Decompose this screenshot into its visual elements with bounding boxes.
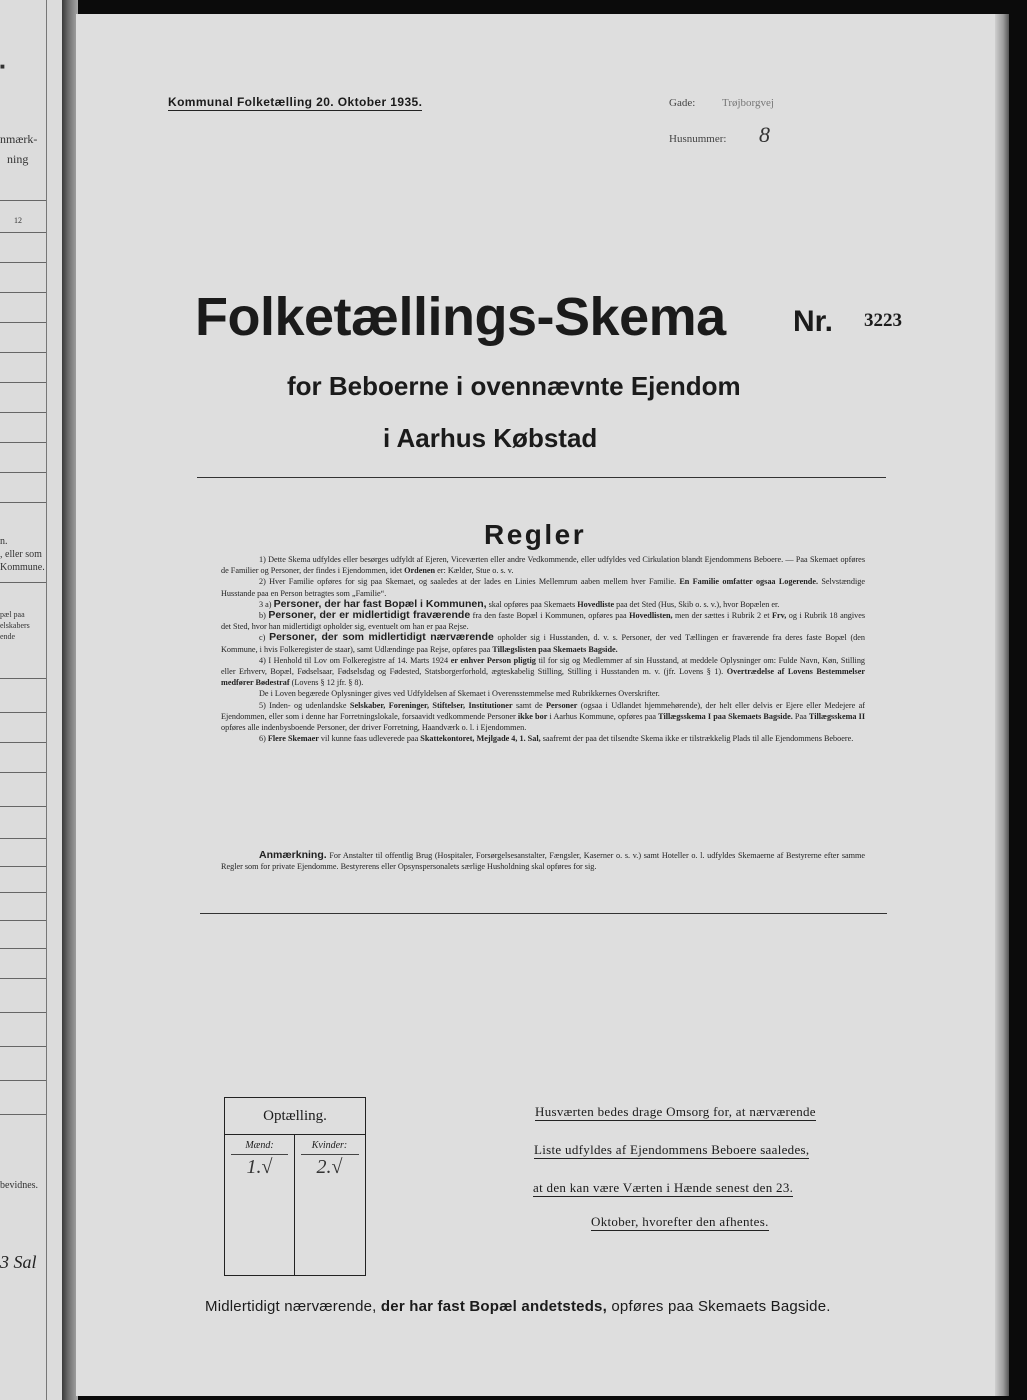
left-page-column-line xyxy=(46,0,47,1400)
left-page-rule xyxy=(0,382,46,383)
left-page-rule xyxy=(0,262,46,263)
left-page-fragment xyxy=(0,0,62,1400)
left-page-text: 12 xyxy=(14,216,22,225)
women-label: Kvinder: xyxy=(311,1140,348,1151)
rule-3a: 3 a) Personer, der har fast Bopæl i Kommunen, skal opføres paa Skemaets Hovedliste paa det Sted (Hus, Skib o. s. v.), hvor Bopælen er. xyxy=(259,597,780,610)
instruction-line: Liste udfyldes af Ejendommens Beboere saaledes, xyxy=(534,1142,810,1157)
men-count: 1.√ xyxy=(246,1156,273,1178)
left-page-rule xyxy=(0,292,46,293)
left-page-rule xyxy=(0,866,46,867)
left-page-rule xyxy=(0,1080,46,1081)
left-page-rule xyxy=(0,920,46,921)
instruction-line: at den kan være Værten i Hænde senest den 23. xyxy=(533,1180,794,1195)
rule-2: 2) Hver Familie opføres for sig paa Skemaet, og saaledes at der lades en Linies Mellemrum aaben mellem hver Familie. En Familie omfatter ogsaa Logerende. Selvstændige Husstande paa en Person betragtes som „Familie“. xyxy=(221,577,865,598)
left-page-rule xyxy=(0,412,46,413)
form-number-value: 3223 xyxy=(864,310,902,331)
left-page-rule xyxy=(0,678,46,679)
gade-label: Gade: xyxy=(669,97,696,109)
left-page-rule xyxy=(0,502,46,503)
instruction-line: Husværten bedes drage Omsorg for, at nærværende xyxy=(535,1104,816,1119)
left-page-text: n. xyxy=(0,536,8,547)
left-page-text: pæl paa xyxy=(0,610,25,619)
rule-4-extra: De i Loven begærede Oplysninger gives ved Udfyldelsen af Skemaet i Overensstemmelse med Rubrikkernes Overskrifter. xyxy=(259,689,660,699)
note-rule xyxy=(200,913,887,914)
left-page-mark: ■ xyxy=(0,62,5,71)
left-page-text: ende xyxy=(0,632,16,641)
husnummer-value: 8 xyxy=(759,122,770,147)
left-page-rule xyxy=(0,978,46,979)
footer-note: Midlertidigt nærværende, der har fast Bopæl andetsteds, opføres paa Skemaets Bagside. xyxy=(205,1298,831,1315)
left-page-rule xyxy=(0,948,46,949)
left-page-rule xyxy=(0,200,46,201)
instruction-line: Oktober, hvorefter den afhentes. xyxy=(591,1214,769,1229)
form-title: Folketællings-Skema xyxy=(195,287,726,347)
left-page-rule xyxy=(0,1046,46,1047)
page-edge xyxy=(995,14,1009,1396)
husnummer-label: Husnummer: xyxy=(669,133,727,145)
note-paragraph: Anmærkning. For Anstalter til offentlig Brug (Hospitaler, Forsørgelsesanstalter, Fængsler, Kaserner o. s. v.) samt Hoteller o. l. udfyldes Skemaerne af Bestyrerne efter samme Regler som for private Ejendomme. Bestyrerens eller Opsynspersonalets særlige Husholdning skal opføres for sig. xyxy=(221,849,866,872)
census-header: Kommunal Folketælling 20. Oktober 1935. xyxy=(168,95,423,109)
left-page-rule xyxy=(0,352,46,353)
left-page-text: ning xyxy=(7,152,29,166)
left-page-handwriting: 3 Sal xyxy=(0,1252,37,1272)
gade-value: Trøjborgvej xyxy=(722,97,774,109)
rule-6: 6) Flere Skemaer vil kunne faas udleverede paa Skattekontoret, Mejlgade 4, 1. Sal, saafremt der paa det tilsendte Skema ikke er tilstrækkelig Plads til alle Ejendommens Beboere. xyxy=(259,734,854,744)
left-page-rule xyxy=(0,838,46,839)
rule-5: 5) Inden- og udenlandske Selskaber, Foreninger, Stiftelser, Institutioner samt de Personer (ogsaa i Udlandet hjemmehørende), der helt eller delvis er Ejere eller Medejere af Ejendommen, eller som i denne har Forretningslokale, forsaavidt vedkommende Personer ikke bor i Aarhus Kommune, opføres paa Tillægsskema I paa Skemaets Bagside. Paa Tillægsskema II opføres alle indenbysboende Personer, der driver Forretning, Haandværk o. l. i Ejendommen. xyxy=(221,700,866,733)
title-rule xyxy=(197,477,886,478)
rule-4: 4) I Henhold til Lov om Folkeregistre af 14. Marts 1924 er enhver Person pligtig til for sig og Medlemmer af sin Husstand, at meddele Oplysninger om: Fulde Navn, Køn, Stilling eller Erhverv, Bopæl, Fødselsaar, Fødselsdag og Fødested, Statsborgerforhold, ægteskabelig Stilling, Stilling i Husstanden m. v. (jfr. Lovens § 1). Overtrædelse af Lovens Bestemmelser medfører Bødestraf (Lovens § 12 jfr. § 8). xyxy=(221,655,866,688)
form-subtitle-city: i Aarhus Købstad xyxy=(383,423,598,453)
rule-3b: b) Personer, der er midlertidigt fraværende fra den faste Bopæl i Kommunen, opføres paa Hovedlisten, men der sættes i Rubrik 2 et Frv, og i Rubrik 18 angives det Sted, hvor han midlertidigt opholder sig, eventuelt om han er paa Rejse. xyxy=(221,609,866,632)
left-page-rule xyxy=(0,472,46,473)
left-page-rule xyxy=(0,322,46,323)
rule-1: 1) Dette Skema udfyldes eller besørges udfyldt af Ejeren, Viceværten eller andre Vedkommende, eller udfyldes ved Cirkulation blandt Ejendommens Beboere. — Paa Skemaet opføres de Familier og Personer, der findes i Ejendommen, idet Ordenen er: Kælder, Stue o. s. v. xyxy=(221,555,865,576)
count-box xyxy=(224,1097,366,1276)
form-number-label: Nr. xyxy=(793,305,834,338)
left-page-rule xyxy=(0,582,46,583)
men-label: Mænd: xyxy=(245,1140,274,1151)
left-page-rule xyxy=(0,1114,46,1115)
women-underline xyxy=(301,1154,359,1155)
left-page-rule xyxy=(0,712,46,713)
left-page-text: bevidnes. xyxy=(0,1180,39,1191)
left-page-text: Kommune. xyxy=(0,562,45,573)
count-title: Optælling. xyxy=(263,1108,327,1124)
rules-heading: Regler xyxy=(484,519,587,550)
left-page-rule xyxy=(0,806,46,807)
women-count: 2.√ xyxy=(316,1156,343,1178)
form-subtitle: for Beboerne i ovennævnte Ejendom xyxy=(287,371,741,401)
count-box-rule xyxy=(225,1134,365,1135)
left-page-text: nmærk- xyxy=(0,132,38,146)
left-page-text: , eller som xyxy=(0,549,42,560)
left-page-text: elskabers xyxy=(0,621,30,630)
left-page-rule xyxy=(0,772,46,773)
left-page-rule xyxy=(0,442,46,443)
left-page-rule xyxy=(0,742,46,743)
left-page-rule xyxy=(0,232,46,233)
note-text xyxy=(221,850,865,872)
left-page-rule xyxy=(0,892,46,893)
men-underline xyxy=(231,1154,288,1155)
rule-3c: c) Personer, der som midlertidigt nærværende opholder sig i Husstanden, d. v. s. Personer, der ved Tællingen er fraværende fra deres faste Bopæl (den Kommune, i hvis Folkeregister de staar), samt Udlændinge paa Rejse, opføres paa Tillægslisten paa Skemaets Bagside. xyxy=(221,631,866,654)
rules-text xyxy=(221,554,865,744)
left-page-rule xyxy=(0,1012,46,1013)
